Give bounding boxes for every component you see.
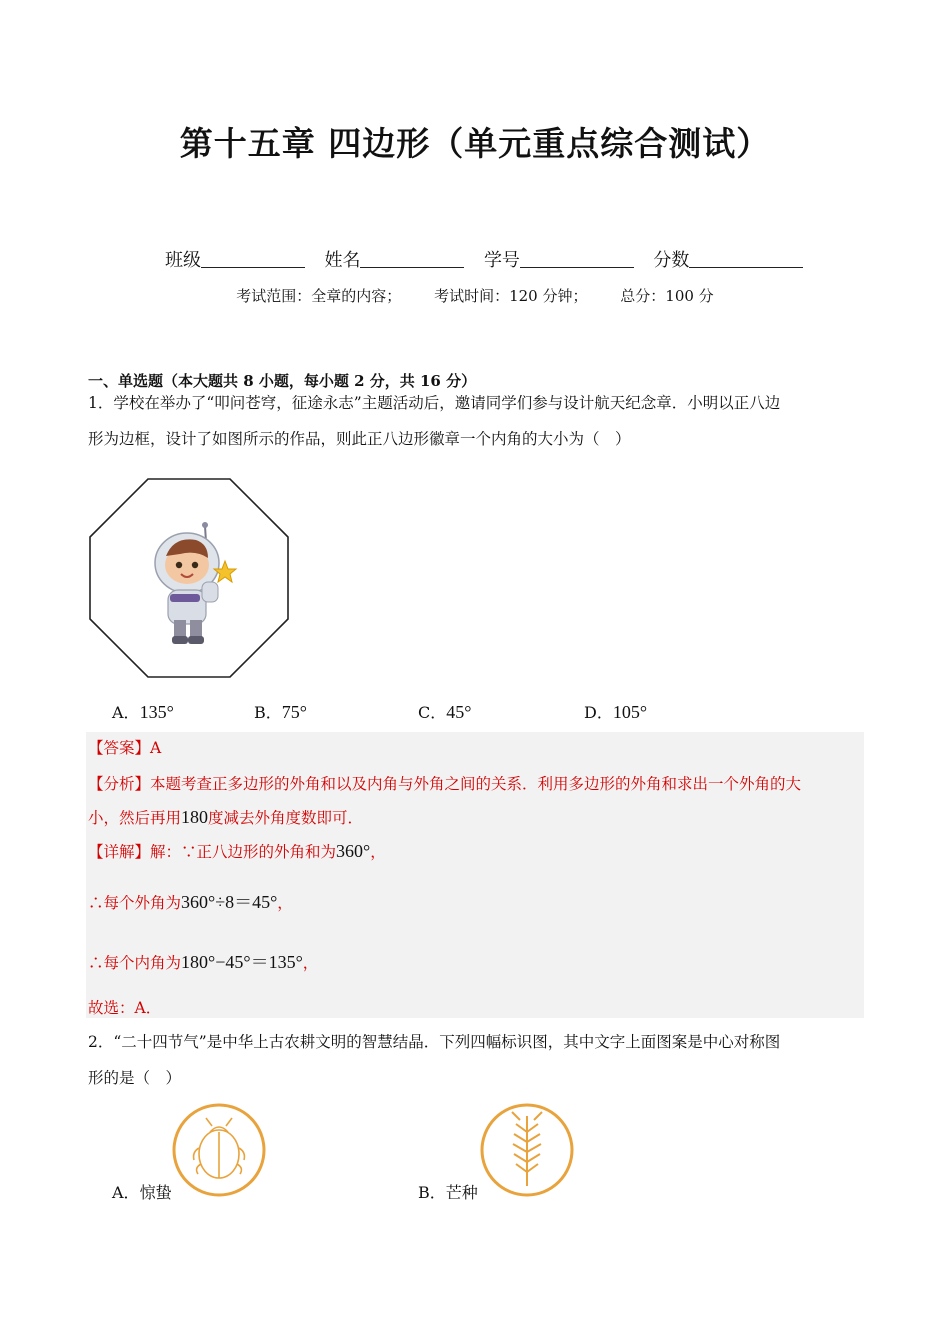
page-title: 第十五章 四边形（单元重点综合测试） <box>179 124 771 163</box>
q2-option-a[interactable]: A．惊蛰 <box>112 1183 172 1202</box>
analysis-tag: 【分析】 <box>88 775 151 793</box>
answer-tag: 【答案】 <box>88 739 151 757</box>
class-label: 班级 <box>165 250 201 271</box>
detail-step1: ∴每个外角为360°÷8＝45°， <box>88 892 293 912</box>
question-2 <box>88 1024 866 1096</box>
q1-option-d[interactable]: D．105° <box>584 702 648 722</box>
detail-line: 【详解】解：∵正八边形的外角和为360°， <box>88 841 386 861</box>
section-heading: 一、单选题（本大题共 8 小题，每小题 2 分，共 16 分） <box>88 372 477 390</box>
score-label: 分数 <box>653 250 690 271</box>
jingzhe-emblem <box>170 1102 268 1198</box>
question-2-line2: 形的是（ ） <box>88 1069 182 1087</box>
q1-option-a[interactable]: A．135° <box>112 702 174 722</box>
analysis-line1: 【分析】本题考查正多边形的外角和以及内角与外角之间的关系．利用多边形的外角和求出一个外角的大 <box>88 775 802 793</box>
class-blank <box>201 249 305 268</box>
name-blank <box>360 249 464 268</box>
student-id-label: 学号 <box>483 250 520 271</box>
score-blank <box>689 249 803 268</box>
exam-time: 考试时间：120 分钟； <box>434 287 588 305</box>
question-1 <box>88 385 866 457</box>
exam-range: 考试范围：全章的内容； <box>236 287 402 305</box>
astronaut-illustration <box>155 522 236 644</box>
q2-option-b[interactable]: B．芒种 <box>418 1183 478 1202</box>
answer-line <box>88 736 161 758</box>
q1-option-c[interactable]: C．45° <box>418 702 472 722</box>
conclusion-line: 故选：A． <box>88 999 162 1017</box>
detail-step2: ∴每个内角为180°−45°＝135°， <box>88 952 319 972</box>
mangzhong-emblem <box>478 1102 576 1198</box>
exam-scope-row <box>0 285 950 306</box>
q1-option-b[interactable]: B．75° <box>254 702 307 722</box>
student-id-blank <box>520 249 634 268</box>
name-label: 姓名 <box>324 250 361 271</box>
detail-tag: 【详解】 <box>88 843 151 861</box>
question-1-line1: 1．学校在举办了“叩问苍穹，征途永志”主题活动后，邀请同学们参与设计航天纪念章．小明以正八边 <box>88 394 781 412</box>
answer-value: A <box>150 739 162 757</box>
analysis-line2: 小，然后再用180度减去外角度数即可． <box>88 807 364 827</box>
octagon-figure <box>84 470 296 682</box>
exam-total: 总分：100 分 <box>620 287 714 305</box>
question-2-line1: 2．“二十四节气”是中华上古农耕文明的智慧结晶．下列四幅标识图，其中文字上面图案是中心对称图 <box>88 1033 781 1051</box>
question-1-line2: 形为边框，设计了如图所示的作品，则此正八边形徽章一个内角的大小为（ ） <box>88 430 631 448</box>
student-info-row <box>165 246 803 272</box>
